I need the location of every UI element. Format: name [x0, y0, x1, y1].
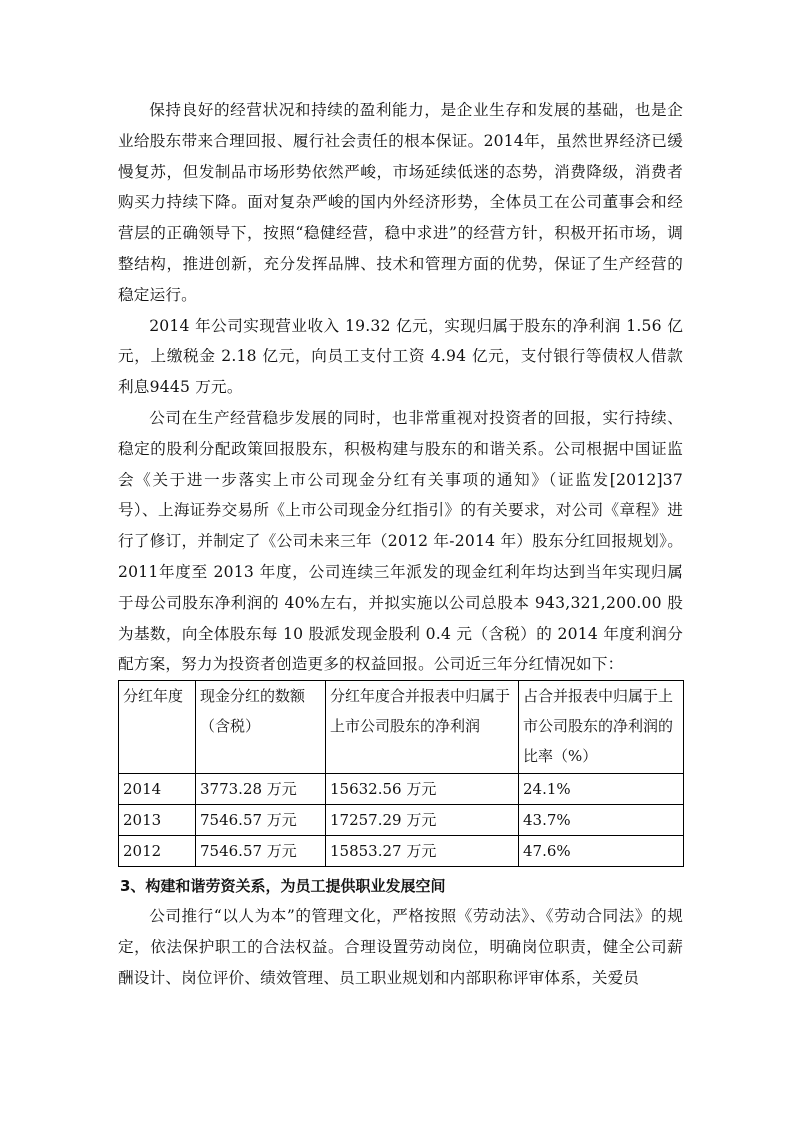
- table-cell: 47.6%: [519, 836, 684, 867]
- table-cell: 15632.56 万元: [326, 774, 519, 805]
- table-cell: 3773.28 万元: [196, 774, 326, 805]
- table-header-cell: 分红年度合并报表中归属于上市公司股东的净利润: [326, 681, 519, 774]
- paragraph-dividend-policy: 公司在生产经营稳步发展的同时，也非常重视对投资者的回报，实行持续、稳定的股利分配政策回报股东，积极构建与股东的和谐关系。公司根据中国证监会《关于进一步落实上市公司现金分红有关事项的通知》（证监发[2012]37 号）、上海证券交易所《上市公司现金分红指引》的有关要求，对公司《章程》进行了修订，并制定了《公司未来三年（2012 年-2014 年）股东分红回报规划》。2011年度至 2013 年度，公司连续三年派发的现金红利年均达到当年实现归属于母公司股东净利润的 40%左右，并拟实施以公司总股本 943,321,200.00 股为基数，向全体股东每 10 股派发现金股利 0.4 元（含税）的 2014 年度利润分配方案，努力为投资者创造更多的权益回报。公司近三年分红情况如下：: [118, 408, 683, 674]
- paragraph-financials: 2014 年公司实现营业收入 19.32 亿元，实现归属于股东的净利润 1.56 亿元，上缴税金 2.18 亿元，向员工支付工资 4.94 亿元，支付银行等债权人借款利息9445 万元。: [118, 316, 683, 397]
- paragraph-labor-relations: 公司推行“以人为本”的管理文化，严格按照《劳动法》、《劳动合同法》的规定，依法保护职工的合法权益。合理设置劳动岗位，明确岗位职责，健全公司薪酬设计、岗位评价、绩效管理、员工职业规划和内部职称评审体系，关爱员: [118, 907, 683, 987]
- section-heading: 3、构建和谐劳资关系，为员工提供职业发展空间: [120, 877, 446, 896]
- table-cell: 17257.29 万元: [326, 805, 519, 836]
- table-cell: 7546.57 万元: [196, 805, 326, 836]
- dividend-table: [118, 680, 684, 867]
- table-cell: 2013: [119, 805, 196, 836]
- table-header-cell: 现金分红的数额（含税）: [196, 681, 326, 774]
- table-header-row: [119, 681, 684, 774]
- table-header-cell: 占合并报表中归属于上市公司股东的净利润的比率（%）: [519, 681, 684, 774]
- table-header-cell: 分红年度: [119, 681, 196, 774]
- table-cell: 7546.57 万元: [196, 836, 326, 867]
- table-cell: 24.1%: [519, 774, 684, 805]
- table-cell: 43.7%: [519, 805, 684, 836]
- table-row: [119, 774, 684, 805]
- table-cell: 2012: [119, 836, 196, 867]
- table-cell: 15853.27 万元: [326, 836, 519, 867]
- table-cell: 2014: [119, 774, 196, 805]
- document-page: [118, 95, 683, 994]
- table-row: [119, 805, 684, 836]
- table-row: [119, 836, 684, 867]
- paragraph-operations: 保持良好的经营状况和持续的盈利能力，是企业生存和发展的基础，也是企业给股东带来合理回报、履行社会责任的根本保证。2014年，虽然世界经济已缓慢复苏，但发制品市场形势依然严峻，市场延续低迷的态势，消费降级，消费者购买力持续下降。面对复杂严峻的国内外经济形势，全体员工在公司董事会和经营层的正确领导下，按照“稳健经营，稳中求进”的经营方针，积极开拓市场，调整结构，推进创新，充分发挥品牌、技术和管理方面的优势，保证了生产经营的稳定运行。: [118, 101, 683, 304]
